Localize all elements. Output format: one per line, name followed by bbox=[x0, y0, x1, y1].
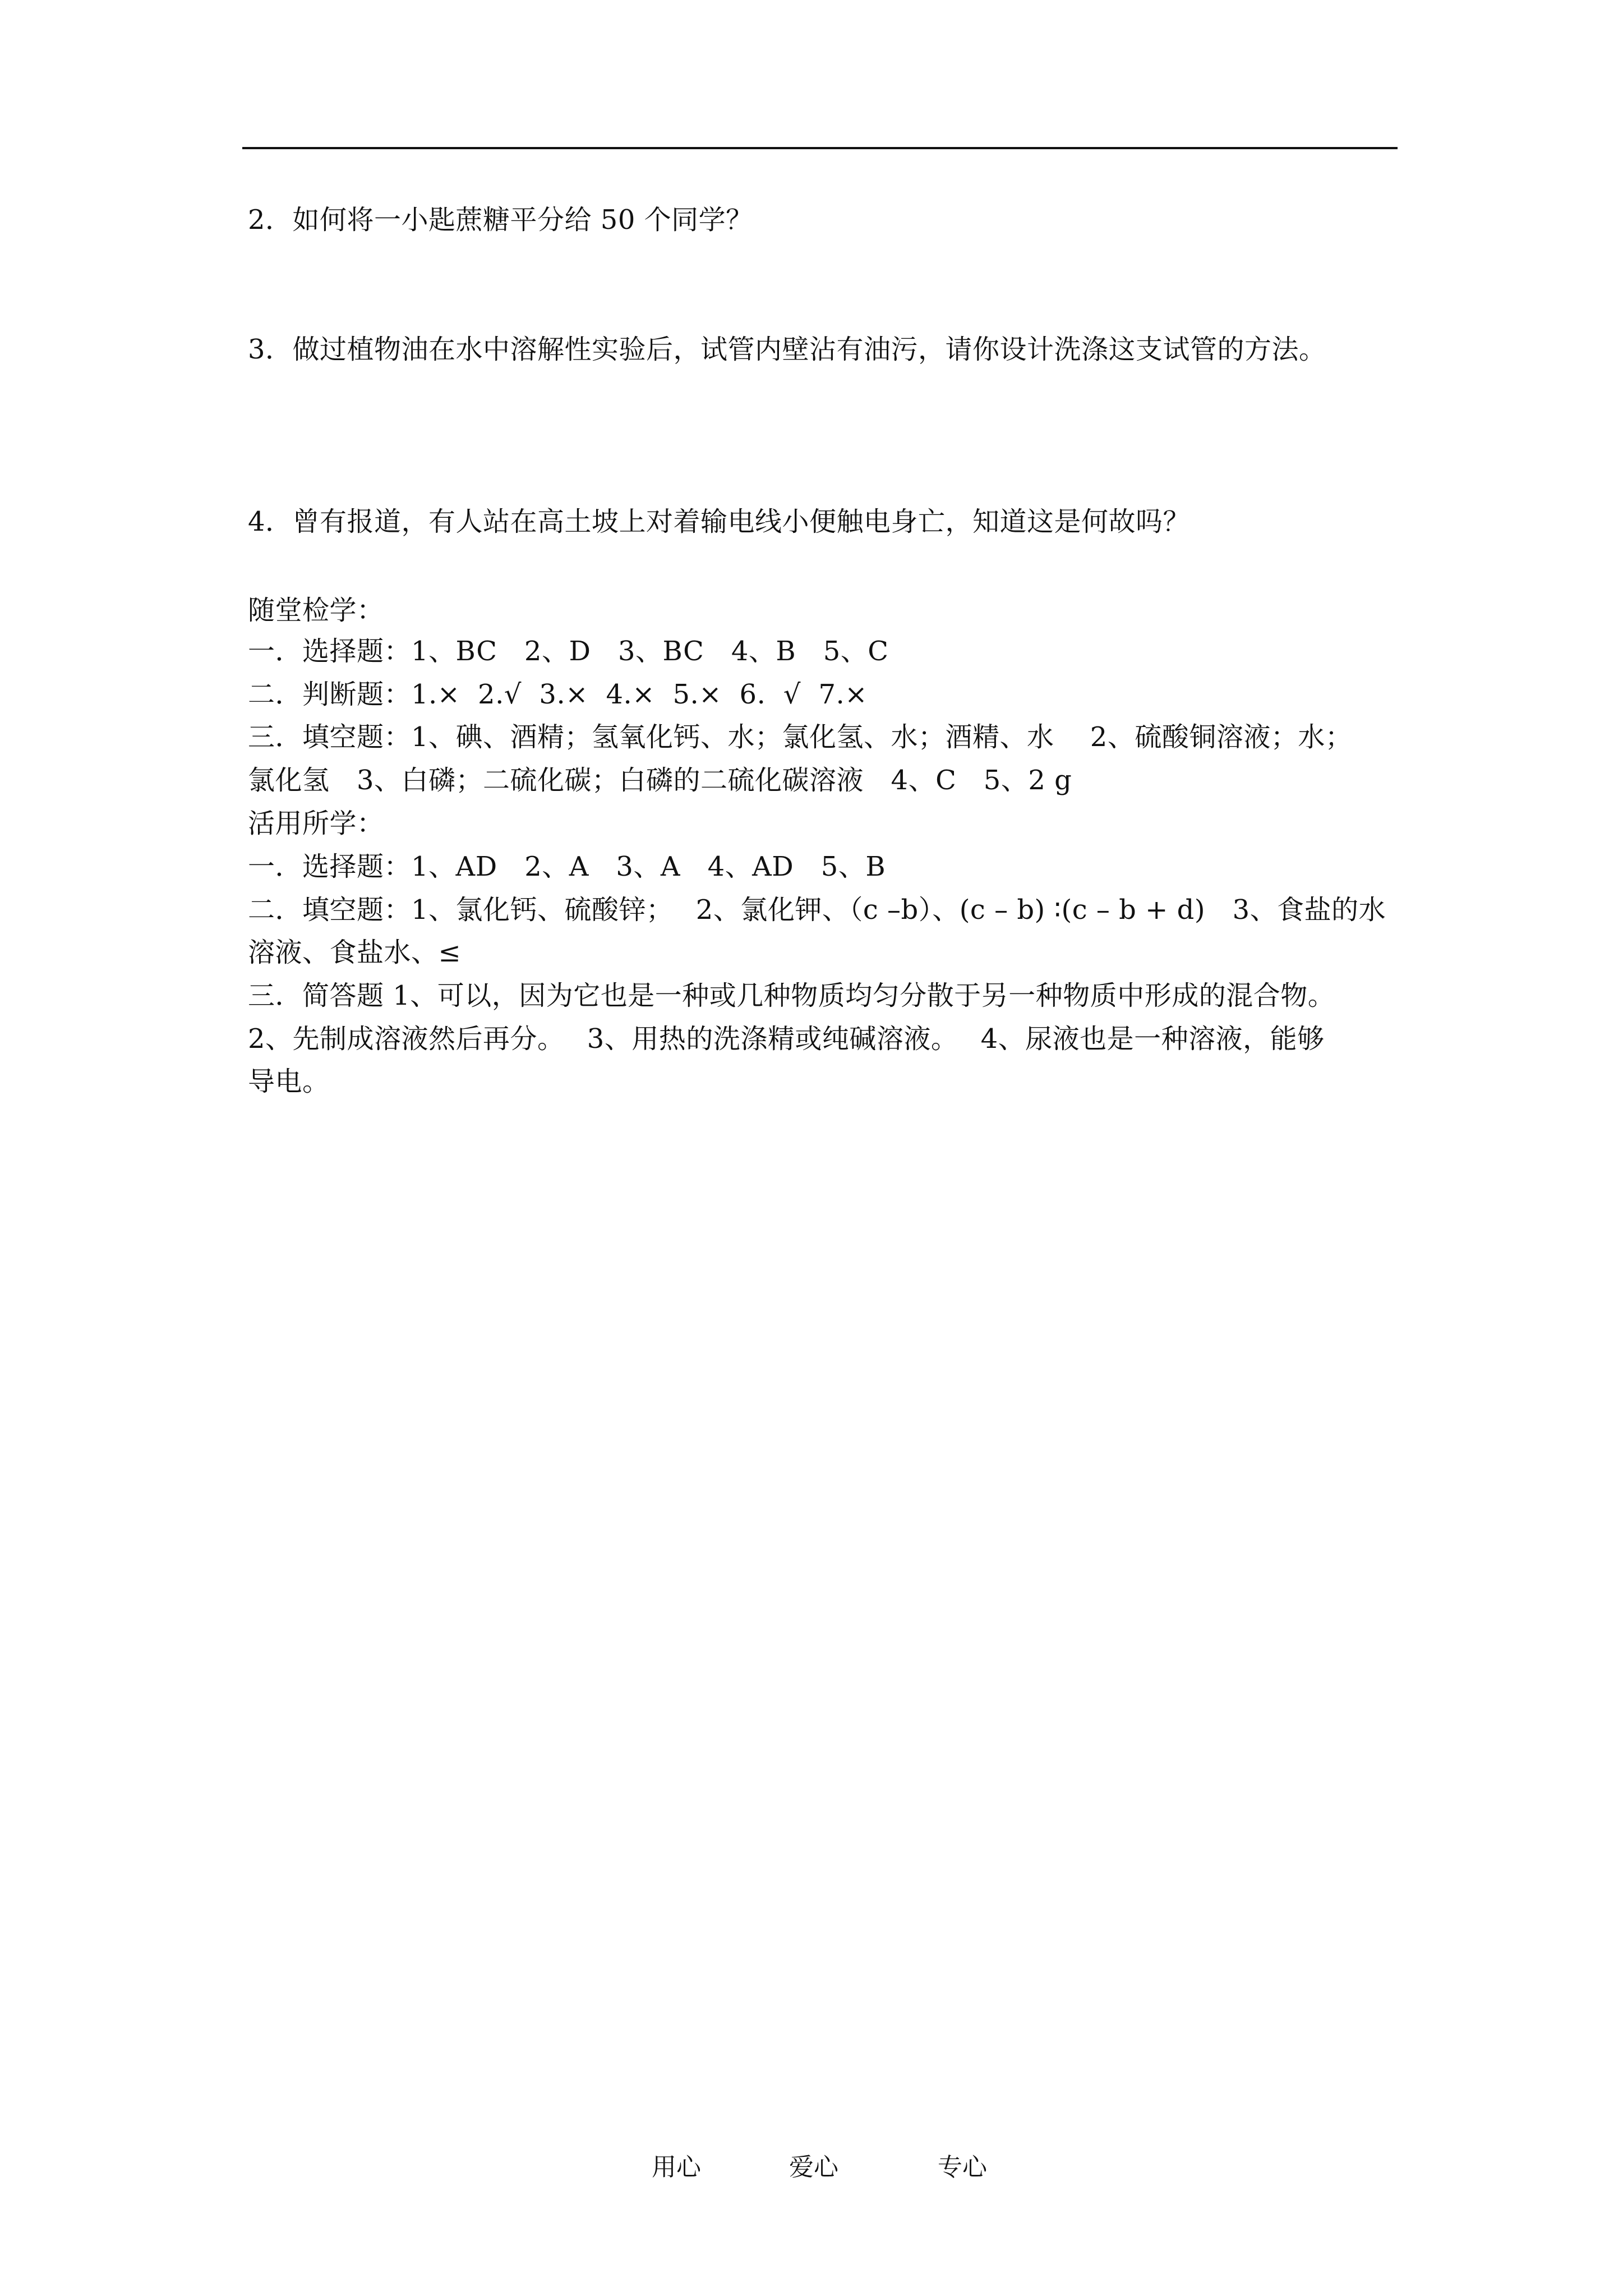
section-title-review: 随堂检学： bbox=[248, 595, 384, 626]
answer-line: 三．填空题：1、碘、酒精；氢氧化钙、水；氯化氢、水；酒精、水 2、硫酸铜溶液；水； bbox=[248, 721, 1353, 753]
answer-line: 一．选择题：1、BC 2、D 3、BC 4、B 5、C bbox=[248, 636, 889, 667]
answer-line: 2、先制成溶液然后再分。 3、用热的洗涤精或纯碱溶液。 4、尿液也是一种溶液，能够 bbox=[248, 1023, 1325, 1055]
footer-right: 专心 bbox=[938, 2153, 987, 2182]
answer-line: 三．简答题 1、可以，因为它也是一种或几种物质均匀分散于另一种物质中形成的混合物。 bbox=[248, 980, 1335, 1011]
answer-line: 二．判断题：1.× 2.√ 3.× 4.× 5.× 6. √ 7.× bbox=[248, 679, 868, 710]
question-3: 3．做过植物油在水中溶解性实验后，试管内壁沾有油污，请你设计洗涤这支试管的方法。 bbox=[248, 334, 1326, 365]
answer-line: 导电。 bbox=[248, 1066, 330, 1097]
answer-line: 一．选择题：1、AD 2、A 3、A 4、AD 5、B bbox=[248, 851, 886, 882]
footer-middle: 爱心 bbox=[789, 2153, 838, 2182]
footer-left: 用心 bbox=[652, 2153, 701, 2182]
answer-line: 溶液、食盐水、≤ bbox=[248, 937, 462, 968]
section-title-apply: 活用所学： bbox=[248, 808, 384, 839]
header-rule bbox=[242, 147, 1398, 149]
question-2: 2．如何将一小匙蔗糖平分给 50 个同学？ bbox=[248, 204, 753, 236]
question-4: 4．曾有报道，有人站在高土坡上对着输电线小便触电身亡，知道这是何故吗？ bbox=[248, 506, 1191, 537]
answer-line: 氯化氢 3、白磷；二硫化碳；白磷的二硫化碳溶液 4、C 5、2 g bbox=[248, 765, 1072, 796]
answer-line: 二．填空题：1、氯化钙、硫酸锌； 2、氯化钾、（c –b）、(c – b) ∶(c – b + d) 3、食盐的水 bbox=[248, 894, 1386, 926]
